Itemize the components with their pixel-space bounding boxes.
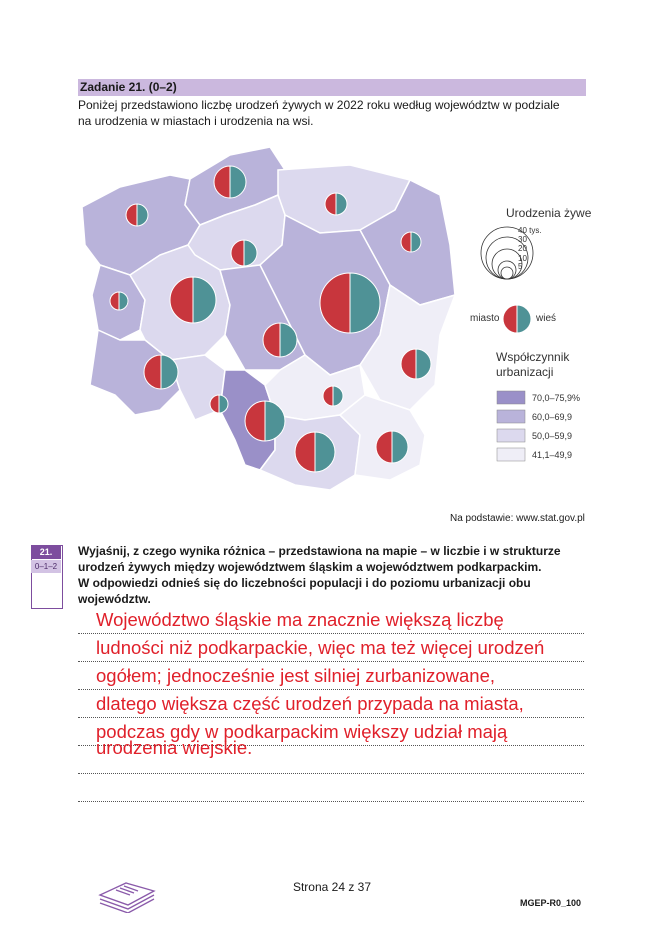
legend-scale-label-3: 20 <box>518 244 527 253</box>
task-intro <box>78 97 598 129</box>
answer-line-2: ludności niż podkarpackie, więc ma też więcej urodzeń <box>96 637 545 658</box>
poland-births-map <box>60 135 600 505</box>
legend-urban-classes <box>497 391 580 461</box>
question-line-1: Wyjaśnij, z czego wynika różnica – przedstawiona na mapie – w liczbie i w strukturze <box>78 544 561 558</box>
pie-malopolskie <box>295 432 335 472</box>
pie-lodzkie <box>263 323 297 357</box>
answer-rule-6 <box>78 773 584 774</box>
pie-warminsko-mazurskie <box>325 193 347 215</box>
answer-rule-4 <box>78 717 584 718</box>
answer-line-5: podczas gdy w podkarpackim większy udział mają <box>96 721 508 742</box>
pie-lubuskie <box>110 292 128 310</box>
legend-city-label: miasto <box>470 313 500 324</box>
pie-mazowieckie <box>320 273 380 333</box>
pie-opolskie <box>210 395 228 413</box>
legend-scale-label-2: 30 <box>518 235 527 244</box>
legend-swatch-4 <box>497 448 525 461</box>
pie-slaskie <box>245 401 285 441</box>
pie-pomorskie <box>214 166 246 198</box>
score-range: 0–1–2 <box>31 560 61 573</box>
legend-scale-label-5: 5 <box>518 262 523 271</box>
legend-scale-label-1: 40 tys. <box>518 226 542 235</box>
answer-line-6: urodzenia wiejskie. <box>96 737 253 758</box>
pie-podlaskie <box>401 232 421 252</box>
source-note: Na podstawie: www.stat.gov.pl <box>450 513 585 524</box>
legend-class-label-1: 70,0–75,9% <box>532 393 581 403</box>
legend-class-label-2: 60,0–69,9 <box>532 412 573 422</box>
legend-swatch-2 <box>497 410 525 423</box>
question-text <box>78 543 598 607</box>
legend-births-title: Urodzenia żywe <box>506 206 592 220</box>
score-task-number: 21. <box>31 545 61 559</box>
legend-village-label: wieś <box>536 313 557 324</box>
answer-line-1: Województwo śląskie ma znacznie większą liczbę <box>96 609 504 630</box>
pie-podkarpackie <box>376 431 408 463</box>
answer-rule-7 <box>78 801 584 802</box>
pie-lubelskie <box>401 349 431 379</box>
answer-rule-1 <box>78 633 584 634</box>
pie-wielkopolskie <box>170 277 216 323</box>
page-number: Strona 24 z 37 <box>292 880 372 894</box>
task-intro-line-1: Poniżej przedstawiono liczbę urodzeń żywych w 2022 roku według województw w podziale <box>78 98 560 112</box>
legend-scale-label-4: 10 <box>518 254 527 263</box>
legend-swatch-3 <box>497 429 525 442</box>
answer-rule-3 <box>78 689 584 690</box>
exam-code: MGEP-R0_100 <box>520 898 582 908</box>
pie-swietokrzyskie <box>323 386 343 406</box>
question-line-3: W odpowiedzi odnieś się do liczebności populacji i do poziomu urbanizacji obu <box>78 576 531 590</box>
task-intro-line-2: na urodzenia w miastach i urodzenia na wsi. <box>78 114 314 128</box>
legend-class-label-3: 50,0–59,9 <box>532 431 573 441</box>
question-line-2: urodzeń żywych między województwem śląskim a województwem podkarpackim. <box>78 560 542 574</box>
pie-dolnoslaskie <box>144 355 178 389</box>
legend-class-label-4: 41,1–49,9 <box>532 450 573 460</box>
legend-urban-title-1: Współczynnik <box>496 350 570 364</box>
question-line-4: województw. <box>78 592 151 606</box>
pie-kujawsko-pomorskie <box>231 240 257 266</box>
answer-line-3: ogółem; jednocześnie jest silniej zurbanizowane, <box>96 665 496 686</box>
task-title: Zadanie 21. (0–2) <box>80 80 177 94</box>
pie-zachodniopomorskie <box>126 204 148 226</box>
legend-sample-pie <box>503 305 531 333</box>
legend-urban-title-2: urbanizacji <box>496 365 554 379</box>
answer-line-4: dlatego większa część urodzeń przypada na miasta, <box>96 693 524 714</box>
legend-swatch-1 <box>497 391 525 404</box>
answer-rule-2 <box>78 661 584 662</box>
